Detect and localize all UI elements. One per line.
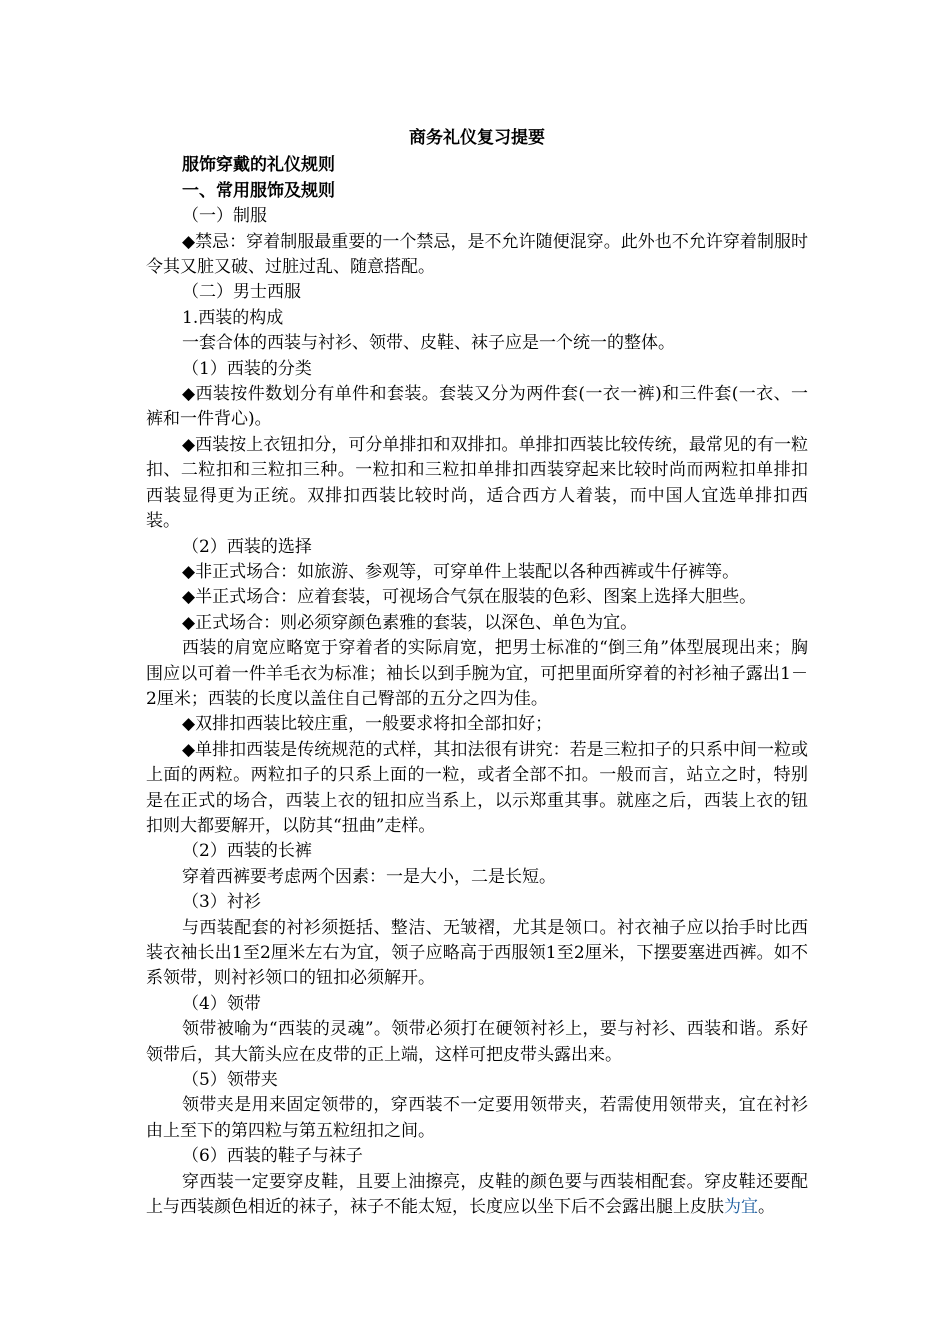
paragraph: （2）西装的长裤 [182, 841, 312, 862]
paragraph: ◆正式场合：则必须穿颜色素雅的套装，以深色、单色为宜。 [182, 612, 638, 633]
paragraph: 领带夹是用来固定领带的，穿西装不一定要用领带夹，若需使用领带夹，宜在衬衫由上至下的第四粒与第五粒纽扣之间。 [146, 1095, 808, 1141]
paragraph: （4）领带 [182, 993, 261, 1014]
paragraph: ◆西装按件数划分有单件和套装。套装又分为两件套(一衣一裤)和三件套(一衣、一裤和一件背心)。 [146, 384, 808, 430]
paragraph: ◆单排扣西装是传统规范的式样，其扣法很有讲究：若是三粒扣子的只系中间一粒或上面的两粒。两粒扣子的只系上面的一粒，或者全部不扣。一般而言，站立之时，特别是在正式的场合，西装上衣的钮扣应当系上，以示郑重其事。就座之后，西装上衣的钮扣则大都要解开，以防其“扭曲”走样。 [146, 739, 808, 836]
paragraph: 与西装配套的衬衫须挺括、整洁、无皱褶，尤其是领口。衬衣袖子应以抬手时比西装衣袖长出1至2厘米左右为宜，领子应略高于西服领1至2厘米，下摆要塞进西裤。如不系领带，则衬衫领口的钮扣必须解开。 [146, 917, 808, 989]
paragraph: （一）制服 [182, 206, 267, 227]
paragraph: （1）西装的分类 [182, 358, 312, 379]
paragraph: 西装的肩宽应略宽于穿着者的实际肩宽，把男士标准的“倒三角”体型展现出来；胸围应以可着一件羊毛衣为标准；袖长以到手腕为宜，可把里面所穿着的衬衫袖子露出1－2厘米；西装的长度以盖住自己臀部的五分之四为佳。 [146, 638, 808, 709]
paragraph: 领带被喻为“西装的灵魂”。领带必须打在硬领衬衫上，要与衬衫、西装和谐。系好领带后，其大箭头应在皮带的正上端，这样可把皮带头露出来。 [146, 1019, 808, 1065]
paragraph: （2）西装的选择 [182, 536, 312, 557]
paragraph: ◆西装按上衣钮扣分，可分单排扣和双排扣。单排扣西装比较传统，最常见的有一粒扣、二粒扣和三粒扣三种。一粒扣和三粒扣单排扣西装穿起来比较时尚而两粒扣单排扣西装显得更为正统。双排扣西装比较时尚，适合西方人着装，而中国人宜选单排扣西装。 [146, 434, 808, 532]
paragraph-last-end: 。 [758, 1197, 775, 1218]
document-body [146, 126, 808, 1220]
subsection-heading: 一、常用服饰及规则 [182, 180, 335, 201]
paragraph: 穿着西裤要考虑两个因素：一是大小，二是长短。 [182, 866, 556, 887]
paragraph: （二）男士西服 [182, 282, 301, 303]
paragraph: （5）领带夹 [182, 1070, 278, 1091]
paragraph-last [146, 1170, 808, 1221]
paragraph: ◆双排扣西装比较庄重，一般要求将扣全部扣好； [182, 714, 553, 735]
paragraph: ◆禁忌：穿着制服最重要的一个禁忌，是不允许随便混穿。此外也不允许穿着制服时令其又脏又破、过脏过乱、随意搭配。 [146, 231, 808, 278]
paragraph: 一套合体的西装与衬衫、领带、皮鞋、袜子应是一个统一的整体。 [182, 333, 675, 354]
paragraph: ◆非正式场合：如旅游、参观等，可穿单件上装配以各种西裤或牛仔裤等。 [182, 561, 740, 582]
paragraph: ◆半正式场合：应着套装，可视场合气氛在服装的色彩、图案上选择大胆些。 [182, 587, 757, 608]
paragraph: （6）西装的鞋子与袜子 [182, 1146, 363, 1167]
paragraph: （3）衬衫 [182, 892, 261, 913]
section-heading: 服饰穿戴的礼仪规则 [182, 155, 335, 176]
paragraph: 1.西装的构成 [182, 307, 284, 328]
paragraph-last-text: 穿西装一定要穿皮鞋，且要上油擦亮，皮鞋的颜色要与西装相配套。穿皮鞋还要配上与西装颜色相近的袜子，袜子不能太短，长度应以坐下后不会露出腿上皮肤 [146, 1171, 808, 1218]
page-title: 商务礼仪复习提要 [409, 128, 545, 148]
highlighted-text: 为宜 [724, 1197, 758, 1218]
